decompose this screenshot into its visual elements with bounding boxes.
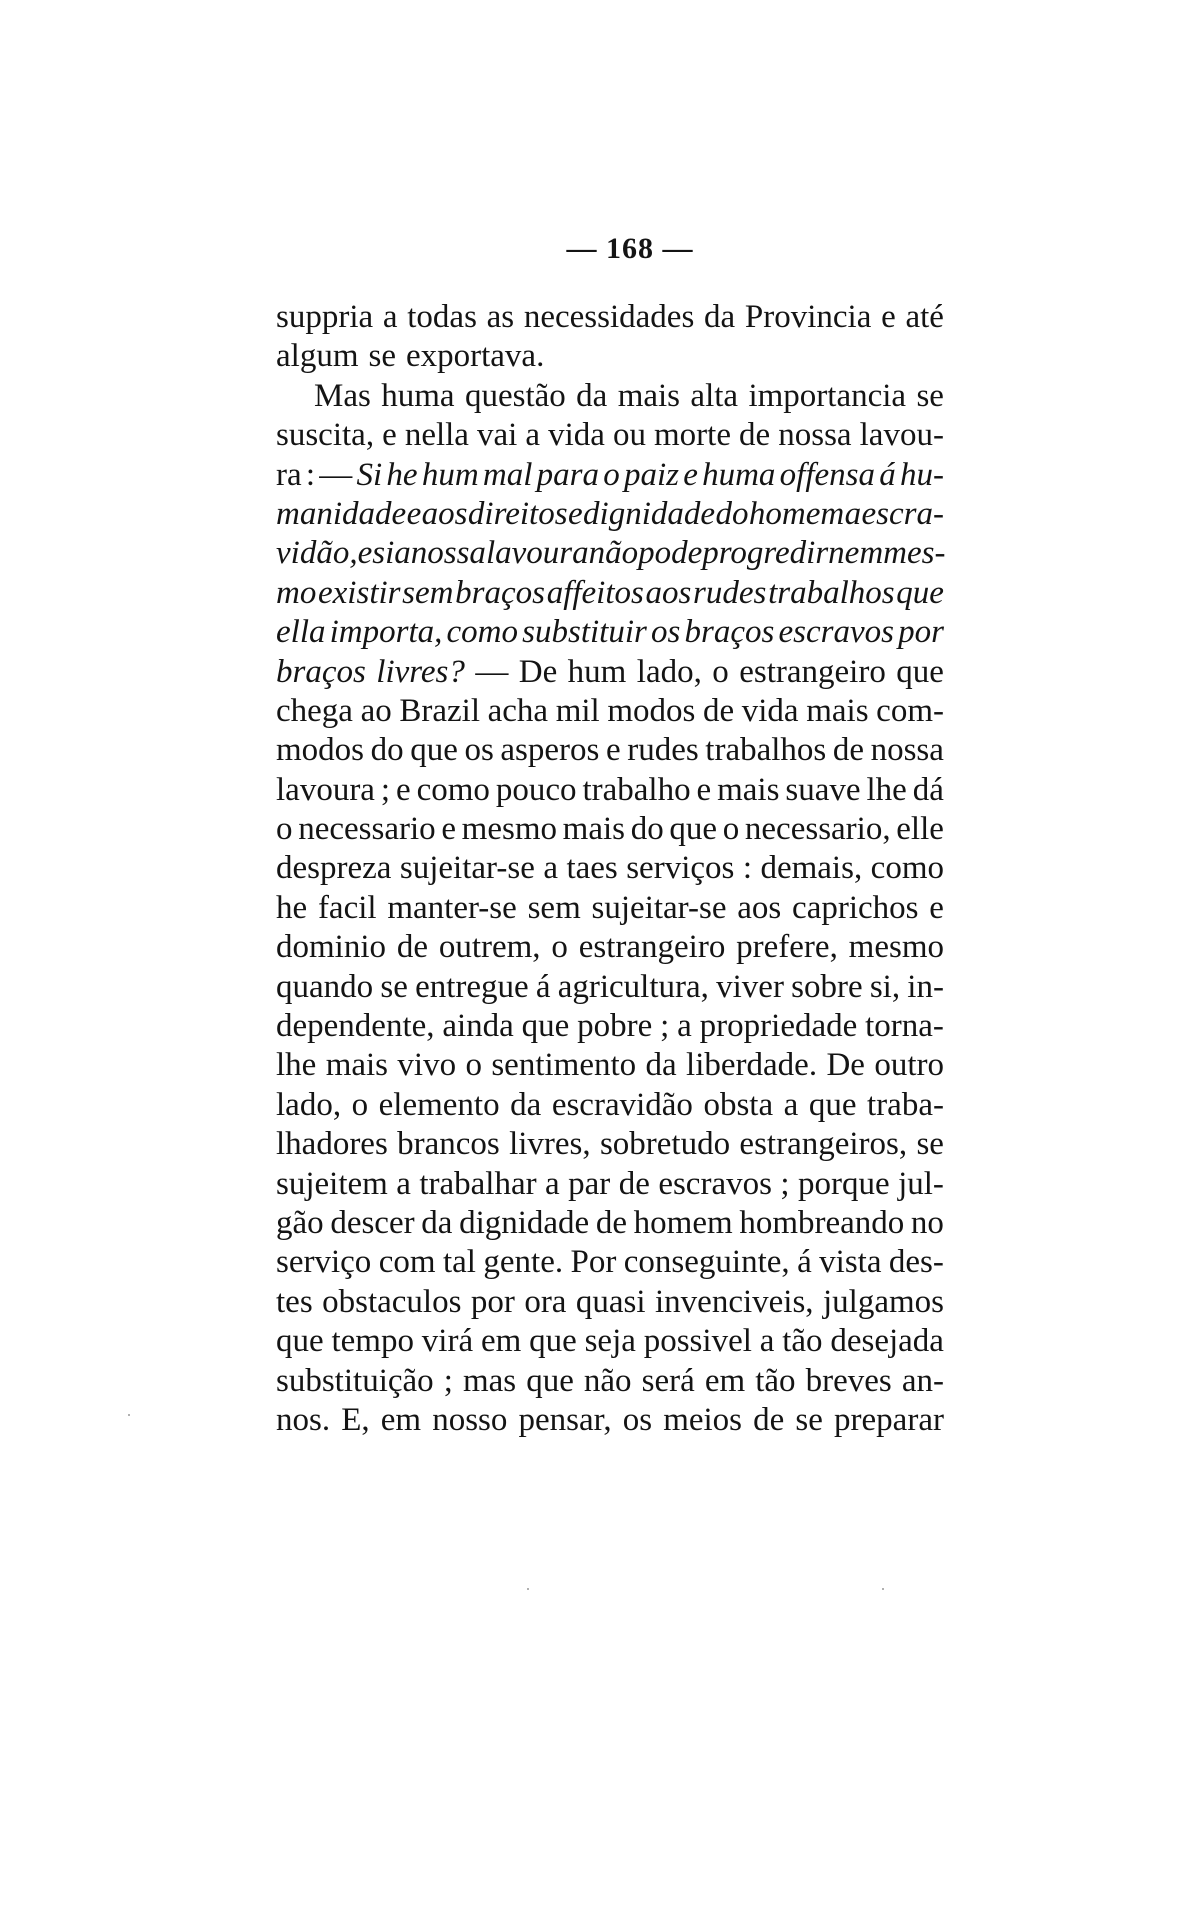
text-line: [276, 1362, 944, 1401]
word: pode: [638, 535, 703, 572]
word: não: [583, 1362, 632, 1399]
word: aos: [645, 574, 692, 611]
word: existir: [318, 574, 401, 611]
word: a: [394, 535, 411, 572]
word: da: [510, 1086, 542, 1123]
word: lhadores: [276, 1126, 388, 1163]
word: de: [832, 732, 864, 769]
word: lhe: [276, 1047, 317, 1084]
word: a: [543, 850, 558, 887]
word: que: [529, 1323, 577, 1360]
word: conseguinte,: [623, 1244, 790, 1281]
word: os: [464, 732, 494, 769]
word: vai: [477, 417, 518, 454]
word: Provincia: [744, 299, 872, 335]
word: se: [795, 1401, 823, 1438]
text-line: [276, 731, 944, 770]
word: como: [416, 771, 490, 808]
word: modos: [276, 732, 365, 769]
word: a: [382, 299, 398, 335]
text-line: [276, 495, 944, 534]
word: o: [722, 811, 740, 848]
word: De: [518, 653, 558, 690]
word: e: [881, 299, 896, 335]
word: brancos: [397, 1126, 500, 1163]
word: traba-: [867, 1086, 944, 1123]
word: serviços: [626, 850, 735, 887]
word: alta: [690, 377, 739, 414]
word: trabalho: [582, 771, 691, 808]
word: e: [396, 771, 411, 808]
word: possivel: [643, 1323, 752, 1360]
word: preparar: [834, 1401, 944, 1438]
word: lavoura: [276, 771, 375, 808]
word: se: [368, 338, 396, 375]
word: sujeitem: [276, 1165, 388, 1202]
word: exportava.: [405, 338, 545, 375]
word: se: [916, 1126, 944, 1163]
word: até: [905, 299, 944, 335]
word: nos.: [276, 1401, 331, 1438]
word: dependente,: [276, 1008, 435, 1045]
body-text: [276, 298, 944, 1440]
word: da: [645, 1047, 677, 1084]
word: rudes: [693, 574, 767, 611]
word: hum: [421, 456, 479, 493]
word: livres,: [509, 1126, 591, 1163]
word: e: [929, 889, 944, 926]
word: virá: [421, 1323, 474, 1360]
text-line: [276, 653, 944, 692]
word: as: [486, 299, 515, 335]
word: vidão,: [276, 535, 358, 572]
word: nem: [828, 535, 884, 572]
word: do: [370, 732, 404, 769]
word: o: [603, 456, 620, 493]
word: a: [525, 417, 541, 454]
word: lado,: [636, 653, 702, 690]
word: rudes: [627, 732, 699, 769]
word: nella: [404, 417, 469, 454]
word: meios: [663, 1401, 743, 1438]
word: mais: [806, 692, 869, 729]
word: da: [421, 1204, 453, 1241]
word: nossa: [410, 535, 486, 572]
word: os: [622, 1401, 653, 1438]
word: —: [319, 456, 353, 493]
word: trabalhos: [705, 732, 827, 769]
word: jul-: [898, 1165, 944, 1202]
word: sem: [402, 574, 454, 611]
word: he: [276, 889, 308, 926]
word: quando: [276, 968, 374, 1005]
word: torna-: [865, 1008, 944, 1045]
text-line: [276, 692, 944, 731]
word: a: [759, 1323, 775, 1360]
word: o: [465, 1047, 482, 1084]
word: viver: [716, 968, 784, 1005]
word: breves: [805, 1362, 892, 1399]
word: de: [739, 417, 771, 454]
word: á: [535, 968, 551, 1005]
word: escravos: [658, 1165, 772, 1202]
word: dignidade: [583, 495, 716, 532]
text-line: [276, 1204, 944, 1243]
word: agricultura,: [557, 968, 709, 1005]
word: gente.: [483, 1244, 564, 1281]
word: sujeitar-se: [399, 850, 535, 887]
text-line: [276, 1322, 944, 1361]
word: substituir: [522, 614, 647, 651]
word: outrem,: [438, 929, 541, 966]
word: obstaculos: [322, 1283, 462, 1320]
word: manter-se: [387, 889, 517, 926]
word: caprichos: [792, 889, 919, 926]
word: de: [702, 692, 735, 729]
word: de: [753, 1401, 785, 1438]
word: aos: [737, 889, 782, 926]
word: quasi: [575, 1283, 646, 1320]
word: a: [545, 1165, 560, 1202]
word: a: [677, 1008, 692, 1045]
word: chega: [276, 692, 353, 729]
word: do: [715, 495, 749, 532]
word: e: [406, 495, 422, 532]
word: mais: [717, 771, 780, 808]
word: huma: [381, 377, 455, 414]
word: manidade: [276, 495, 407, 532]
word: tes: [276, 1283, 313, 1320]
text-line: [276, 810, 944, 849]
word: braços: [276, 653, 366, 690]
word: si: [372, 535, 395, 572]
word: asperos: [500, 732, 600, 769]
word: par: [568, 1165, 611, 1202]
word: estrangeiros,: [739, 1126, 908, 1163]
word: desejada: [830, 1323, 944, 1360]
word: des-: [888, 1244, 944, 1281]
word: escra-: [861, 495, 944, 532]
word: que: [521, 1008, 570, 1045]
word: elle: [896, 811, 944, 848]
word: serviço: [276, 1244, 372, 1281]
text-line: [276, 456, 944, 495]
word: huma: [702, 456, 776, 493]
text-line: [276, 416, 944, 455]
word: trabalhar: [419, 1165, 537, 1202]
word: vida: [741, 692, 799, 729]
word: que: [896, 653, 944, 690]
word: ra: [276, 456, 302, 493]
word: mes-: [883, 535, 946, 572]
word: em: [380, 1401, 422, 1438]
word: e: [441, 811, 456, 848]
word: hombreando: [739, 1204, 905, 1241]
word: no: [910, 1204, 944, 1241]
word: o: [276, 811, 293, 848]
word: :: [742, 850, 752, 887]
word: em: [480, 1323, 522, 1360]
word: sobre: [791, 968, 863, 1005]
word: ;: [443, 1362, 453, 1399]
word: será: [641, 1362, 695, 1399]
word: De: [826, 1047, 865, 1084]
word: paiz: [623, 456, 679, 493]
word: necessario: [298, 811, 436, 848]
word: necessario,: [744, 811, 891, 848]
word: trabalhos: [768, 574, 895, 611]
word: se: [916, 377, 944, 414]
word: obsta: [703, 1086, 774, 1123]
word: com-: [876, 692, 944, 729]
word: que: [808, 1086, 857, 1123]
word: de: [618, 1165, 650, 1202]
word: o: [712, 653, 729, 690]
word: mais: [617, 377, 681, 414]
word: que: [669, 811, 718, 848]
word: direitos: [467, 495, 568, 532]
text-line: [276, 298, 944, 337]
text-line: [276, 1243, 944, 1282]
word: e: [605, 732, 621, 769]
word: Por: [570, 1244, 617, 1281]
word: entregue: [415, 968, 529, 1005]
word: pensar,: [518, 1401, 612, 1438]
text-line: [276, 574, 944, 613]
word: não: [588, 535, 639, 572]
word: estrangeiro: [578, 929, 726, 966]
word: a: [396, 1165, 411, 1202]
word: e: [382, 417, 397, 454]
word: aos: [421, 495, 468, 532]
word: sobretudo: [599, 1126, 731, 1163]
word: como: [870, 850, 944, 887]
word: como: [446, 614, 519, 651]
word: ella: [276, 614, 326, 651]
text-line: [276, 849, 944, 888]
word: que: [526, 1362, 574, 1399]
word: e: [683, 456, 698, 493]
word: e: [567, 495, 583, 532]
word: á: [797, 1244, 812, 1281]
word: da: [704, 299, 736, 335]
word: ;: [660, 1008, 670, 1045]
word: que: [410, 732, 458, 769]
word: elemento: [378, 1086, 500, 1123]
word: taes: [566, 850, 618, 887]
word: para: [536, 456, 599, 493]
text-line: [276, 889, 944, 928]
text-line: [276, 1046, 944, 1085]
word: despreza: [276, 850, 392, 887]
word: dá: [912, 771, 944, 808]
page-number: — 168 —: [566, 232, 694, 265]
text-line: [276, 534, 944, 573]
word: Si: [356, 456, 383, 493]
word: tal: [442, 1244, 476, 1281]
word: dominio: [276, 929, 387, 966]
word: morte: [654, 417, 731, 454]
word: dignidade: [459, 1204, 590, 1241]
word: modos: [607, 692, 696, 729]
word: substituição: [276, 1362, 434, 1399]
word: pouco: [495, 771, 577, 808]
word: se: [380, 968, 408, 1005]
word: em: [704, 1362, 746, 1399]
word: que: [276, 1323, 324, 1360]
word: e: [357, 535, 373, 572]
text-line: [276, 613, 944, 652]
word: sujeitar-se: [591, 889, 727, 926]
word: descer: [330, 1204, 415, 1241]
word: nossa: [778, 417, 852, 454]
word: nossa: [870, 732, 944, 769]
word: Brazil: [399, 692, 480, 729]
word: mal: [482, 456, 533, 493]
word: ;: [780, 1165, 790, 1202]
word: offensa: [779, 456, 875, 493]
text-line: [276, 1283, 944, 1322]
word: todas: [407, 299, 477, 335]
word: tão: [755, 1362, 796, 1399]
text-line: [276, 337, 944, 376]
word: ;: [380, 771, 391, 808]
word: lhe: [866, 771, 907, 808]
text-line: [276, 771, 944, 810]
word: escravos: [778, 614, 894, 651]
text-line: [276, 377, 944, 416]
word: o: [351, 1086, 369, 1123]
word: vista: [819, 1244, 882, 1281]
word: vida: [548, 417, 605, 454]
word: suppria: [276, 299, 374, 335]
word: ao: [360, 692, 392, 729]
word: nosso: [432, 1401, 508, 1438]
text-line: [276, 1165, 944, 1204]
word: liberdade.: [686, 1047, 818, 1084]
word: julgamos: [822, 1283, 944, 1320]
word: lavoura: [485, 535, 589, 572]
text-line: [276, 1007, 944, 1046]
word: sentimento: [491, 1047, 637, 1084]
text-line: [276, 1401, 944, 1440]
word: mesmo: [461, 811, 557, 848]
word: hu-: [899, 456, 944, 493]
paper-speck: [128, 1414, 130, 1416]
word: pobre: [577, 1008, 653, 1045]
word: E,: [341, 1401, 370, 1438]
word: —: [475, 653, 509, 690]
word: por: [898, 614, 944, 651]
word: ainda: [442, 1008, 514, 1045]
text-line: [276, 968, 944, 1007]
word: importancia: [748, 377, 907, 414]
word: braços: [455, 574, 546, 611]
word: invenciveis,: [655, 1283, 814, 1320]
word: escravidão: [551, 1086, 693, 1123]
word: ou: [612, 417, 646, 454]
word: necessidades: [523, 299, 695, 335]
word: an-: [901, 1362, 944, 1399]
word: mais: [325, 1047, 389, 1084]
word: a: [783, 1086, 799, 1123]
word: sem: [527, 889, 581, 926]
word: do: [630, 811, 664, 848]
word: questão: [464, 377, 566, 414]
word: homem: [633, 1204, 733, 1241]
word: mo: [276, 574, 317, 611]
word: algum: [276, 338, 359, 375]
word: da: [576, 377, 608, 414]
word: prefere,: [736, 929, 838, 966]
word: mais: [562, 811, 625, 848]
word: si,: [869, 968, 901, 1005]
word: á: [879, 456, 896, 493]
word: demais,: [760, 850, 863, 887]
word: progredir: [702, 535, 829, 572]
word: e: [696, 771, 712, 808]
word: de: [595, 1204, 628, 1241]
word: propriedade: [699, 1008, 858, 1045]
word: homem: [748, 495, 845, 532]
word: porque: [797, 1165, 890, 1202]
word: mesmo: [848, 929, 944, 966]
word: he: [386, 456, 418, 493]
word: tempo: [331, 1323, 414, 1360]
word: affeitos: [546, 574, 644, 611]
word: lado,: [276, 1086, 342, 1123]
word: o: [551, 929, 568, 966]
word: estrangeiro: [739, 653, 886, 690]
text-line: [276, 1125, 944, 1164]
word: braços: [684, 614, 775, 651]
word: lavou-: [859, 417, 944, 454]
text-line: [276, 928, 944, 967]
word: hum: [567, 653, 627, 690]
word: importa,: [329, 614, 443, 651]
word: vivo: [397, 1047, 457, 1084]
word: de: [396, 929, 428, 966]
word: por: [470, 1283, 515, 1320]
word: livres?: [376, 653, 465, 690]
word: outro: [874, 1047, 944, 1084]
word: facil: [317, 889, 377, 926]
word: mil: [555, 692, 600, 729]
word: gão: [276, 1204, 324, 1241]
word: a: [844, 495, 862, 532]
word: suscita,: [276, 417, 375, 454]
text-line: [276, 1086, 944, 1125]
word: in-: [907, 968, 944, 1005]
paper-speck: [527, 1588, 529, 1590]
word: mas: [462, 1362, 517, 1399]
word: Mas: [314, 377, 371, 414]
paper-speck: [882, 1588, 884, 1590]
word: :: [305, 456, 316, 493]
word: ora: [524, 1283, 567, 1320]
word: suave: [785, 771, 861, 808]
word: os: [651, 614, 681, 651]
word: seja: [584, 1323, 636, 1360]
word: acha: [487, 692, 549, 729]
word: tão: [782, 1323, 823, 1360]
word: com: [378, 1244, 436, 1281]
word: que: [896, 574, 944, 611]
